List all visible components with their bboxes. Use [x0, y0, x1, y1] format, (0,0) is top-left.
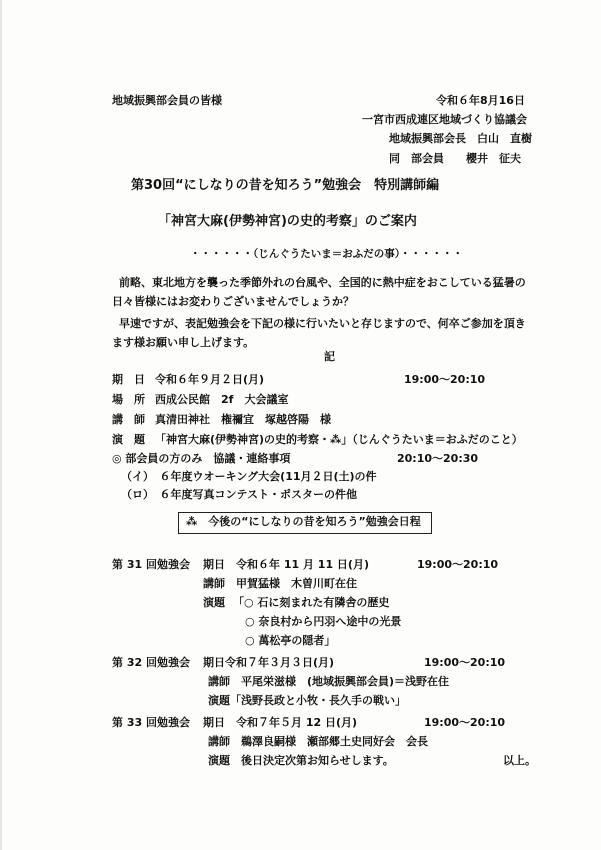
scan-edge — [0, 0, 2, 850]
session-32-theme: 演題「浅野長政と小牧・長久手の戦い」 — [208, 694, 406, 707]
session-31-theme-3: ○ 萬松亭の隠者」 — [245, 634, 336, 647]
theme-label: 演 題 — [112, 433, 145, 446]
date-value: 令和６年９月２日(月) — [155, 373, 265, 386]
body-line-2: 日々皆様にはお変わりございませんでしょうか？ — [112, 295, 354, 308]
body-line-4: ます様お願い申し上げます。 — [112, 336, 255, 349]
recipient: 地域振興部会員の皆様 — [112, 94, 222, 107]
ki-heading: 記 — [324, 350, 335, 363]
body-line-1: 前略、東北地方を襲った季節外れの台風や、全国的に熱中症をおこしている猛暑の — [119, 276, 526, 289]
series-title: 第30回“にしなりの昔を知ろう”勉強会 特別講師編 — [131, 178, 440, 193]
session-31-theme-1: 「○ 石に刻まれた有隣舎の歴史 — [233, 596, 390, 609]
session-33-time: 19:00～20:10 — [424, 716, 506, 729]
session-31-theme-label: 演題 — [203, 596, 225, 609]
place-label: 場 所 — [112, 393, 145, 406]
sender-member: 同 部会員 櫻井 征夫 — [389, 152, 521, 165]
body-line-3: 早速ですが、表記勉強会を下記の様に行いたいと存じますので、何卒ご参加を頂き — [119, 317, 526, 330]
session-32-date: 期日令和７年３月３日(月) — [203, 656, 335, 669]
session-33-date: 期日 令和７年５月 12 日(月) — [203, 716, 358, 729]
time: 19:00～20:10 — [404, 373, 486, 386]
session-32-lecturer: 講師 平尾栄滋様 (地域振興部会員)＝浅野在住 — [208, 675, 450, 688]
letter-date: 令和６年8月16日 — [436, 94, 525, 107]
members-time: 20:10～20:30 — [397, 452, 479, 465]
session-33-lecturer: 講師 鵜澤良嗣様 瀬部郷土史同好会 会長 — [208, 735, 428, 748]
session-31-theme-2: ○ 奈良村から円羽へ途中の光景 — [245, 615, 402, 628]
schedule-heading: ⁂ 今後の“にしなりの昔を知ろう”勉強会日程 — [186, 515, 421, 528]
lecturer-label: 講 師 — [112, 413, 145, 426]
lecturer-value: 真清田神社 権禰宜 塚越啓陽 様 — [155, 413, 331, 426]
lecture-title: 「神宮大麻(伊勢神宮)の史的考察」のご案内 — [158, 214, 417, 229]
sender-chair: 地域振興部会長 白山 直樹 — [389, 132, 532, 145]
place-value: 西成公民館 2f 大会議室 — [155, 393, 289, 406]
organization: 一宮市西成連区地域づくり協議会 — [362, 113, 527, 126]
agenda-item-i: （イ） ６年度ウオーキング大会(11月２日(土)の件 — [121, 470, 377, 483]
session-31-label: 第 31 回勉強会 — [112, 558, 190, 571]
theme-value: 「神宮大麻(伊勢神宮)の史的考察・⁂」（じんぐうたいま＝おふだのこと） — [155, 433, 523, 446]
session-33-label: 第 33 回勉強会 — [112, 716, 190, 729]
date-label: 期 日 — [112, 373, 145, 386]
members-agenda: ◎ 部会員の方のみ 協議・連絡事項 — [112, 452, 291, 465]
session-31-date: 期日 令和６年 11 月 11 日(月) — [203, 558, 369, 571]
session-32-label: 第 32 回勉強会 — [112, 656, 190, 669]
session-32-time: 19:00～20:10 — [424, 656, 506, 669]
session-31-lecturer: 講師 甲賀猛様 木曽川町在住 — [203, 577, 357, 590]
session-33-theme: 演題 後日決定次第お知らせします。 — [208, 754, 394, 767]
session-31-time: 19:00～20:10 — [417, 558, 499, 571]
closing-ijou: 以上。 — [503, 754, 536, 767]
reading-note: ・・・・・・（じんぐうたいま＝おふだの事）・・・・・・ — [190, 248, 463, 260]
agenda-item-ro: （ロ） ６年度写真コンテスト・ポスターの件他 — [121, 488, 358, 501]
